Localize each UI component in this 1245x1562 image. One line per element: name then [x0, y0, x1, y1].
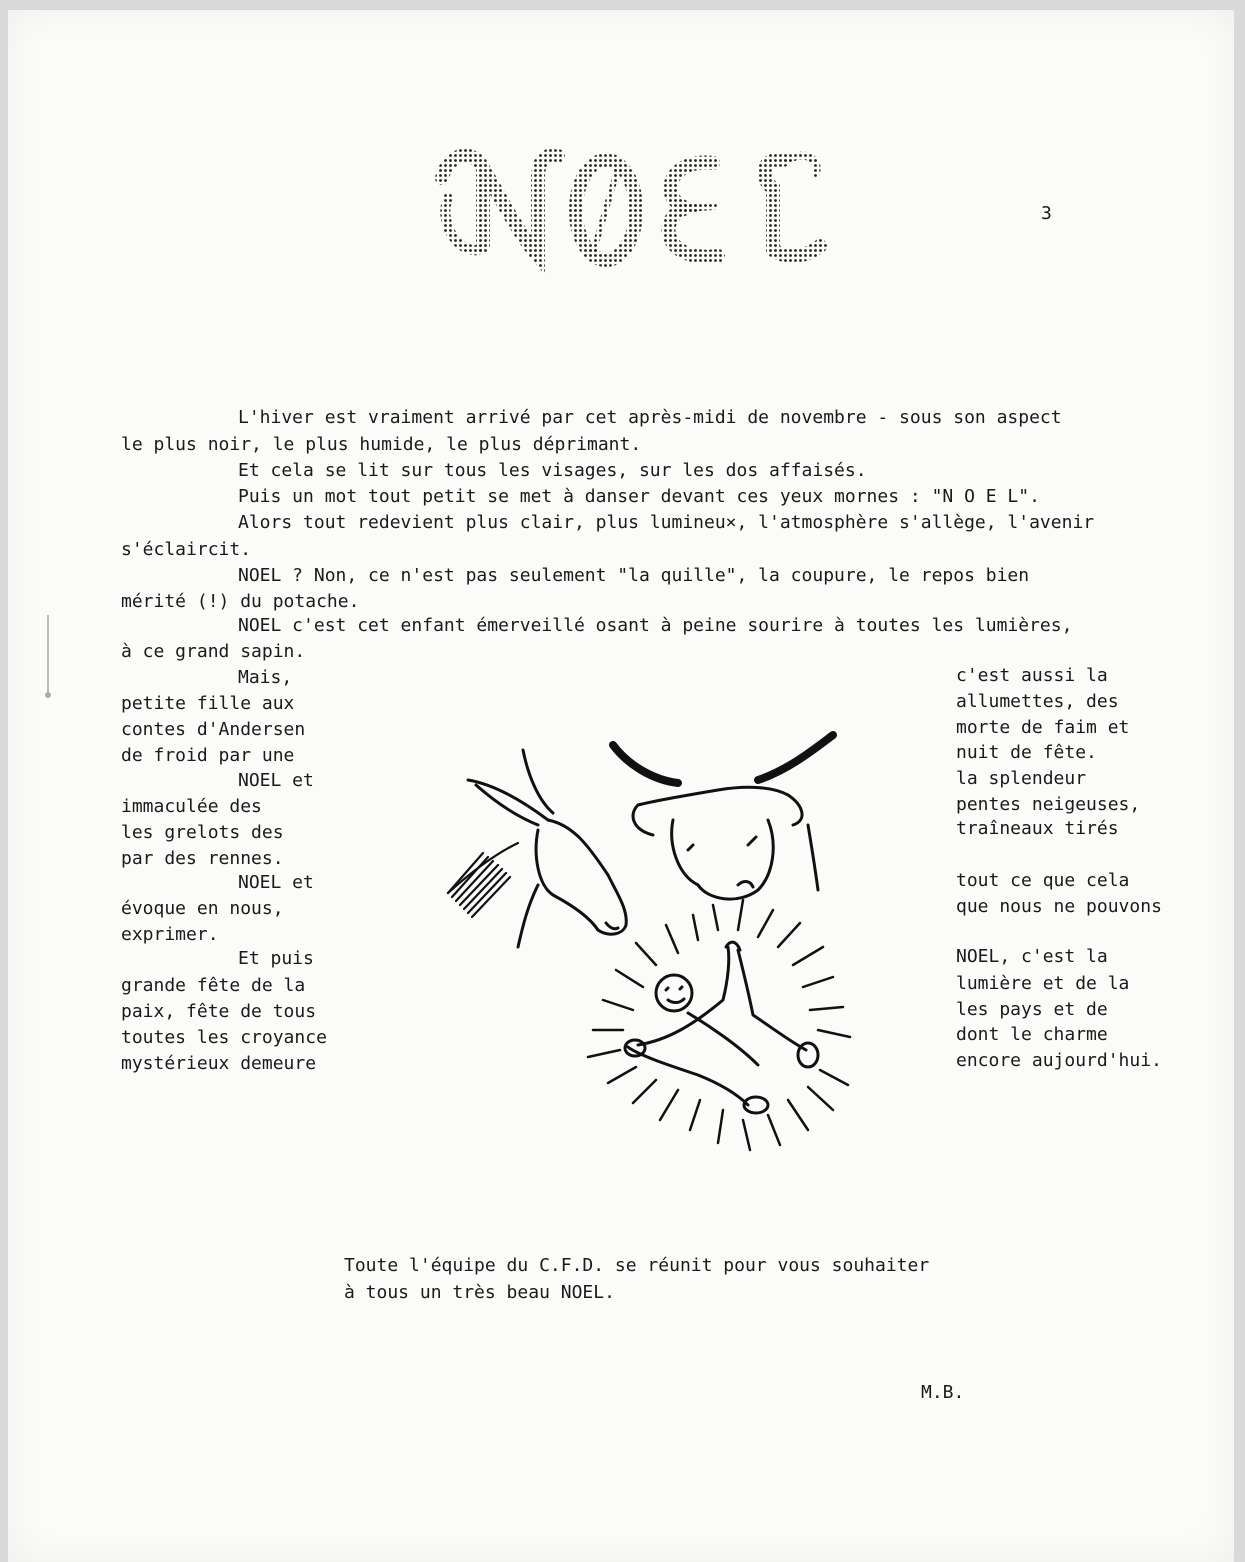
donkey-drawing [468, 750, 626, 947]
right-column-line: les pays et de [956, 999, 1108, 1020]
left-column-line: contes d'Andersen [121, 719, 306, 740]
right-column-line: traîneaux tirés [956, 818, 1119, 839]
intro-line: s'éclaircit. [121, 539, 252, 560]
left-column-line: par des rennes. [121, 848, 284, 869]
left-column-line: NOEL et [238, 872, 314, 893]
right-column-line: c'est aussi la [956, 665, 1108, 686]
left-column-line: mystérieux demeure [121, 1053, 317, 1074]
right-column-line: la splendeur [956, 768, 1087, 789]
left-column-line: Et puis [238, 948, 314, 969]
donkey-mane [448, 843, 518, 917]
left-column-line: petite fille aux [121, 693, 295, 714]
left-column-line: toutes les croyance [121, 1027, 327, 1048]
document-page [8, 10, 1234, 1562]
left-column-line: Mais, [238, 667, 293, 688]
right-column-line: pentes neigeuses, [956, 794, 1141, 815]
ox-drawing [613, 735, 833, 899]
intro-line: NOEL c'est cet enfant émerveillé osant à peine sourire à toutes les lumières, [238, 615, 1073, 636]
infant-drawing [625, 942, 818, 1113]
right-column-line: que nous ne pouvons [956, 896, 1162, 917]
closing-line: à tous un très beau NOEL. [344, 1282, 615, 1303]
right-column-line: dont le charme [956, 1024, 1108, 1045]
left-column-line: NOEL et [238, 770, 314, 791]
right-column-line: morte de faim et [956, 717, 1130, 738]
right-column-line: allumettes, des [956, 691, 1119, 712]
right-column-line: encore aujourd'hui. [956, 1050, 1162, 1071]
left-column-line: évoque en nous, [121, 898, 284, 919]
right-column-line: nuit de fête. [956, 742, 1097, 763]
intro-line: L'hiver est vraiment arrivé par cet après-midi de novembre - sous son aspect [238, 407, 1062, 428]
page-number: 3 [1041, 203, 1052, 224]
left-column-line: paix, fête de tous [121, 1001, 317, 1022]
left-column-line: de froid par une [121, 745, 295, 766]
closing-line: Toute l'équipe du C.F.D. se réunit pour vous souhaiter [344, 1255, 930, 1276]
left-column-line: les grelots des [121, 822, 284, 843]
intro-line: Alors tout redevient plus clair, plus lumineu×, l'atmosphère s'allège, l'avenir [238, 512, 1095, 533]
left-column-line: grande fête de la [121, 975, 306, 996]
intro-line: Et cela se lit sur tous les visages, sur les dos affaisés. [238, 460, 867, 481]
right-column-line: tout ce que cela [956, 870, 1130, 891]
intro-line: mérité (!) du potache. [121, 591, 360, 612]
radiance-lines [588, 900, 850, 1150]
binding-marks [38, 610, 58, 710]
left-column-line: exprimer. [121, 924, 219, 945]
right-column-line: lumière et de la [956, 973, 1130, 994]
signature: M.B. [921, 1382, 965, 1403]
intro-line: NOEL ? Non, ce n'est pas seulement "la quille", la coupure, le repos bien [238, 565, 1030, 586]
intro-line: le plus noir, le plus humide, le plus déprimant. [121, 434, 642, 455]
intro-line: à ce grand sapin. [121, 641, 306, 662]
intro-line: Puis un mot tout petit se met à danser devant ces yeux mornes : "N O E L". [238, 486, 1040, 507]
right-column-line: NOEL, c'est la [956, 946, 1108, 967]
noel-title-lettering [428, 138, 848, 278]
left-column-line: immaculée des [121, 796, 262, 817]
nativity-illustration [438, 725, 858, 1155]
